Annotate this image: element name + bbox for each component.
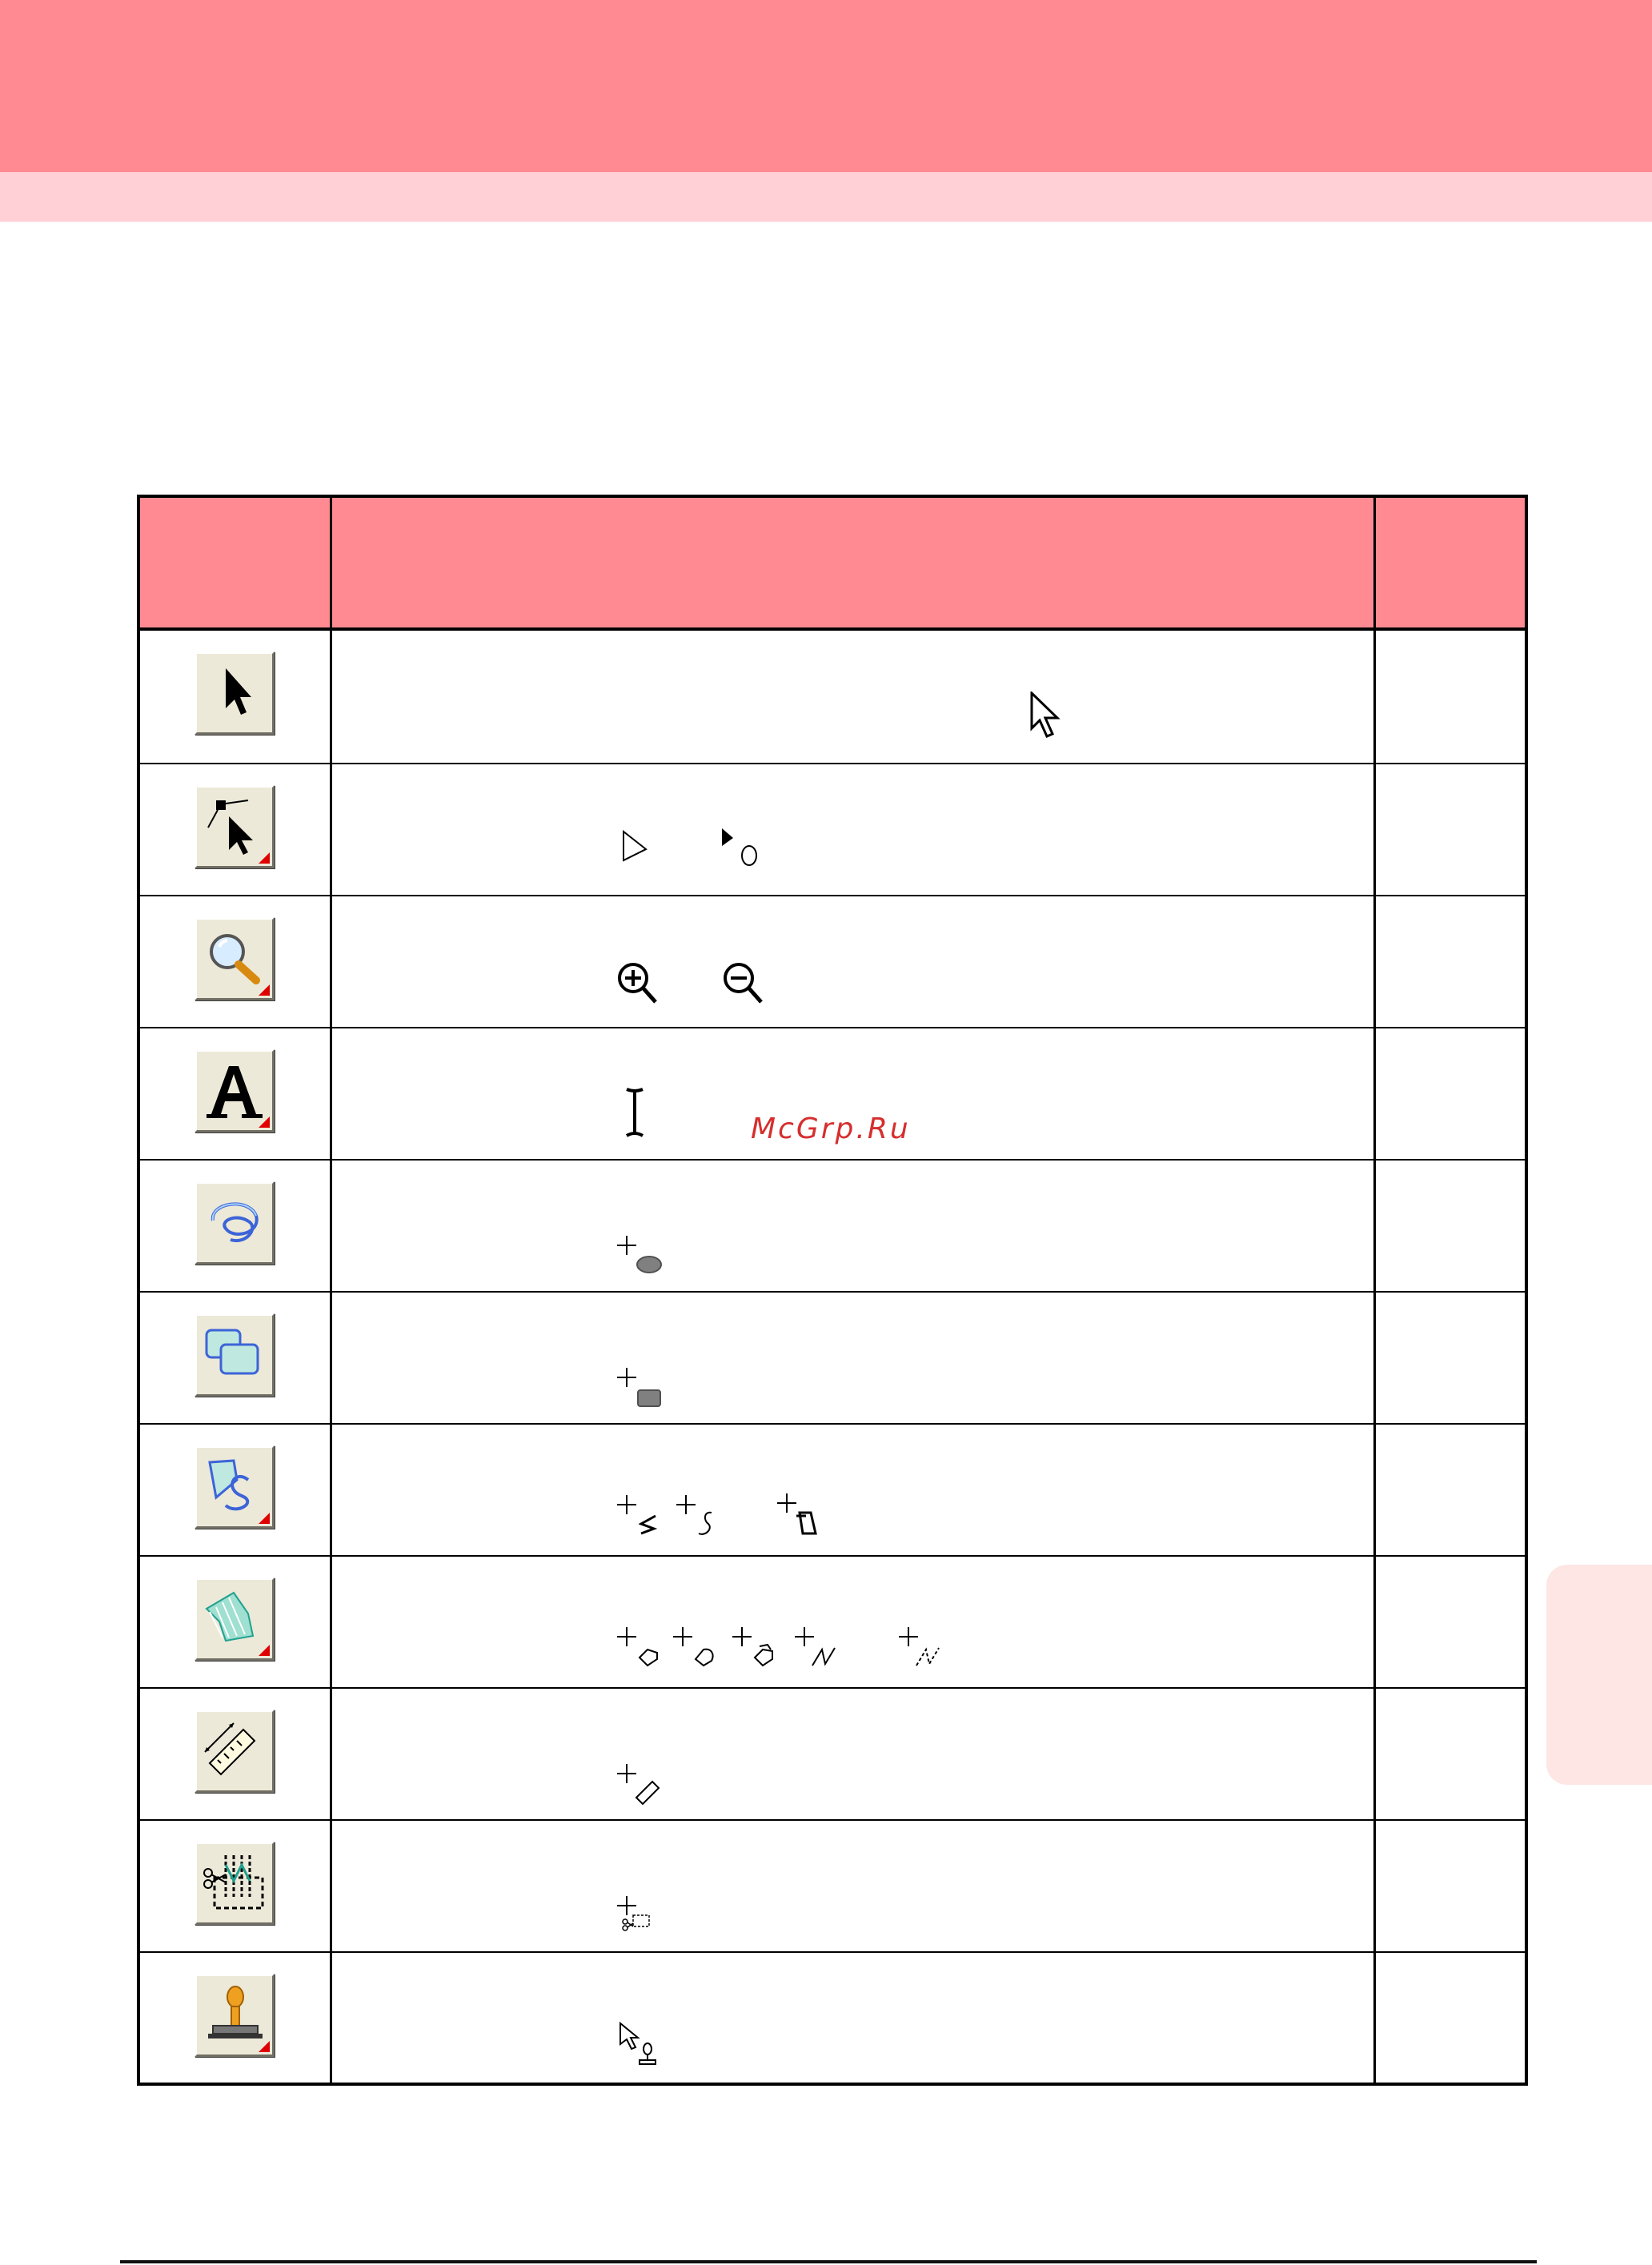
- outline-shape-icon: [202, 1189, 267, 1257]
- table-row: [140, 631, 1525, 763]
- measure-ruler-icon: [202, 1717, 267, 1786]
- stitch-tool-button[interactable]: [194, 1577, 275, 1661]
- toolbox-table: [137, 495, 1528, 2086]
- ibeam-cursor-icon: [624, 1086, 646, 1139]
- watermark-text: McGrp.Ru: [751, 1112, 911, 1145]
- stamp-tool-button[interactable]: [194, 1974, 275, 2057]
- cut-stitches-icon: [202, 1849, 267, 1918]
- crosshair-stitch3-cursor-icon: [732, 1626, 780, 1672]
- text-tool-button[interactable]: [194, 1049, 275, 1132]
- flyout-indicator: [259, 2041, 270, 2052]
- crosshair-curve-cursor-icon: [676, 1493, 724, 1538]
- zoom-in-cursor-icon: [614, 959, 665, 1007]
- crosshair-zigzag-cursor-icon: [617, 1493, 665, 1538]
- arrow-rotate-cursor-icon: [720, 827, 768, 867]
- cut-stitch-tool-button[interactable]: [194, 1842, 275, 1925]
- flyout-indicator: [259, 852, 270, 864]
- chapter-side-tab: [1546, 1565, 1652, 1785]
- select-arrow-icon: [202, 659, 267, 728]
- hollow-arrow-cursor-icon: [620, 830, 649, 868]
- draw-lines-icon: [202, 1453, 267, 1521]
- zoom-out-cursor-icon: [720, 959, 771, 1007]
- table-row: [140, 1159, 1525, 1291]
- shape-tool-button[interactable]: [194, 1313, 275, 1397]
- stamp-icon: [202, 1981, 267, 2050]
- table-header-row: [140, 498, 1525, 631]
- text-a-icon: [202, 1056, 267, 1125]
- flyout-indicator: [259, 1645, 270, 1656]
- rectangle-shapes-icon: [202, 1321, 267, 1389]
- table-row: [140, 895, 1525, 1027]
- flyout-indicator: [259, 1116, 270, 1128]
- crosshair-fill-cursor-icon: [777, 1492, 825, 1538]
- crosshair-stitch2-cursor-icon: [673, 1626, 721, 1672]
- outline-tool-button[interactable]: [194, 1181, 275, 1265]
- crosshair-ellipse-cursor-icon: [617, 1234, 670, 1277]
- stitch-pattern-icon: [202, 1585, 267, 1654]
- table-row: [140, 1423, 1525, 1555]
- crosshair-rect-cursor-icon: [617, 1366, 670, 1411]
- crosshair-dashed-zigzag-cursor-icon: [899, 1626, 947, 1672]
- header-band: [0, 0, 1652, 172]
- draw-tool-button[interactable]: [194, 1445, 275, 1529]
- point-edit-tool-button[interactable]: [194, 785, 275, 868]
- arrow-cursor-icon: [1028, 692, 1064, 740]
- table-row: [140, 1687, 1525, 1819]
- table-row: [140, 1951, 1525, 2083]
- measure-tool-button[interactable]: [194, 1710, 275, 1793]
- table-row: [140, 1555, 1525, 1687]
- flyout-indicator: [259, 984, 270, 996]
- zoom-tool-button[interactable]: [194, 917, 275, 1000]
- flyout-indicator: [259, 1513, 270, 1524]
- crosshair-scissors-cursor-icon: [617, 1894, 665, 1939]
- table-row: [140, 1291, 1525, 1423]
- arrow-stamp-cursor-icon: [617, 2020, 665, 2068]
- select-tool-button[interactable]: [194, 651, 275, 735]
- crosshair-ruler-cursor-icon: [617, 1762, 665, 1807]
- zoom-magnifier-icon: [202, 924, 267, 993]
- table-row: [140, 763, 1525, 895]
- crosshair-stitch1-cursor-icon: [617, 1626, 665, 1672]
- table-row: [140, 1819, 1525, 1951]
- header-subband: [0, 172, 1652, 222]
- point-edit-icon: [202, 792, 267, 861]
- footer-rule: [120, 2260, 1537, 2263]
- crosshair-zigzag-n-cursor-icon: [795, 1626, 843, 1672]
